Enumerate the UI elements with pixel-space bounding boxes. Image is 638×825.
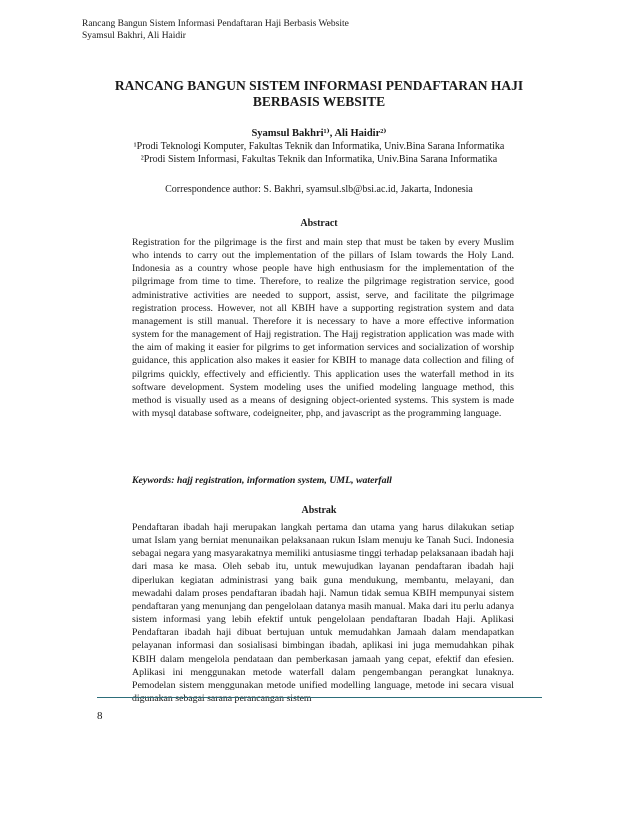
abstract-text: Registration for the pilgrimage is the first and main step that must be taken by every Muslim who intends to carry out the implementation of the pillars of Islam towards the Holy Land. Indonesia as a country whose people have high enthusiasm for the implementation of the pilgrimage from time to time. Therefore, to realize the pilgrimage registration service, good administrative activities are needed to support, assist, serve, and facilitate the pilgrimage registration process. However, not all KBIH have a supporting registration system and data management is still manual. Therefore it is necessary to have a more effective information system for the management of Hajj registration. The Hajj registration application was made with the aim of making it easier for pilgrims to get information services and socialization of worship guidance, this application also makes it easier for KBIH to manage data collection and filing of pilgrims quickly, effectively and efficiently. This application uses the waterfall method in its software development. System modeling uses the unified modeling language method, this method is visually used as a means of designing object-oriented systems. This system is made with mysql database software, codeigneiter, php, and javascript as the programming language. (132, 237, 514, 420)
running-head-title: Rancang Bangun Sistem Informasi Pendaftaran Haji Berbasis Website (82, 19, 349, 29)
keywords-line: Keywords: hajj registration, information system, UML, waterfall (132, 475, 392, 486)
affiliation-2: ²Prodi Sistem Informasi, Fakultas Teknik dan Informatika, Univ.Bina Sarana Informatika (140, 154, 498, 165)
running-head-authors: Syamsul Bakhri, Ali Haidir (82, 31, 186, 41)
correspondence-line: Correspondence author: S. Bakhri, syamsul.slb@bsi.ac.id, Jakarta, Indonesia (165, 184, 473, 195)
footer-divider (97, 697, 542, 698)
abstrak-text: Pendaftaran ibadah haji merupakan langkah pertama dan utama yang harus dilakukan setiap umat Islam yang berniat menunaikan pelaksanaan rukun Islam menuju ke Tanah Suci. Indonesia sebagai negara yang masyarakatnya memiliki antusiasme tinggi terhadap pelaksanaan ibadah haji dari masa ke masa. Oleh sebab itu, untuk mewujudkan layanan pendaftaran ibadah haji diperlukan kegiatan administrasi yang baik guna mendukung, membantu, melayani, dan mewadahi dalam proses pendaftaran ibadah haji. Namun tidak semua KBIH mempunyai sistem pendaftaran yang menunjang dan pengelolaan datanya masih manual. Maka dari itu perlu adanya sistem informasi yang lebih efektif untuk pengelolaan pendaftaran Ibadah Haji. Aplikasi Pendaftaran ibadah haji dibuat bertujuan untuk memudahkan Jamaah dalam mendapatkan pelayanan informasi dan sosialisasi bimbingan ibadah, aplikasi ini juga memudahkan pihak KBIH dalam mengelola pendataan dan pemberkasan jamaah yang cepat, efektif dan efesien. Aplikasi ini menggunakan metode waterfall dalam pengembangan perangkat lunaknya. Pemodelan sistem menggunakan metode unified modelling language, metode ini secara visual digunakan sebagai sarana perancangan sistem (132, 522, 514, 705)
abstrak-heading: Abstrak (301, 505, 337, 516)
author-line: Syamsul Bakhri¹⁾, Ali Haidir²⁾ (251, 128, 387, 139)
abstract-heading: Abstract (300, 218, 338, 229)
affiliation-1: ¹Prodi Teknologi Komputer, Fakultas Teknik dan Informatika, Univ.Bina Sarana Informatika (133, 141, 505, 152)
page-number: 8 (97, 710, 103, 722)
running-head (82, 18, 349, 42)
paper-title: RANCANG BANGUN SISTEM INFORMASI PENDAFTARAN HAJI BERBASIS WEBSITE (114, 78, 524, 109)
